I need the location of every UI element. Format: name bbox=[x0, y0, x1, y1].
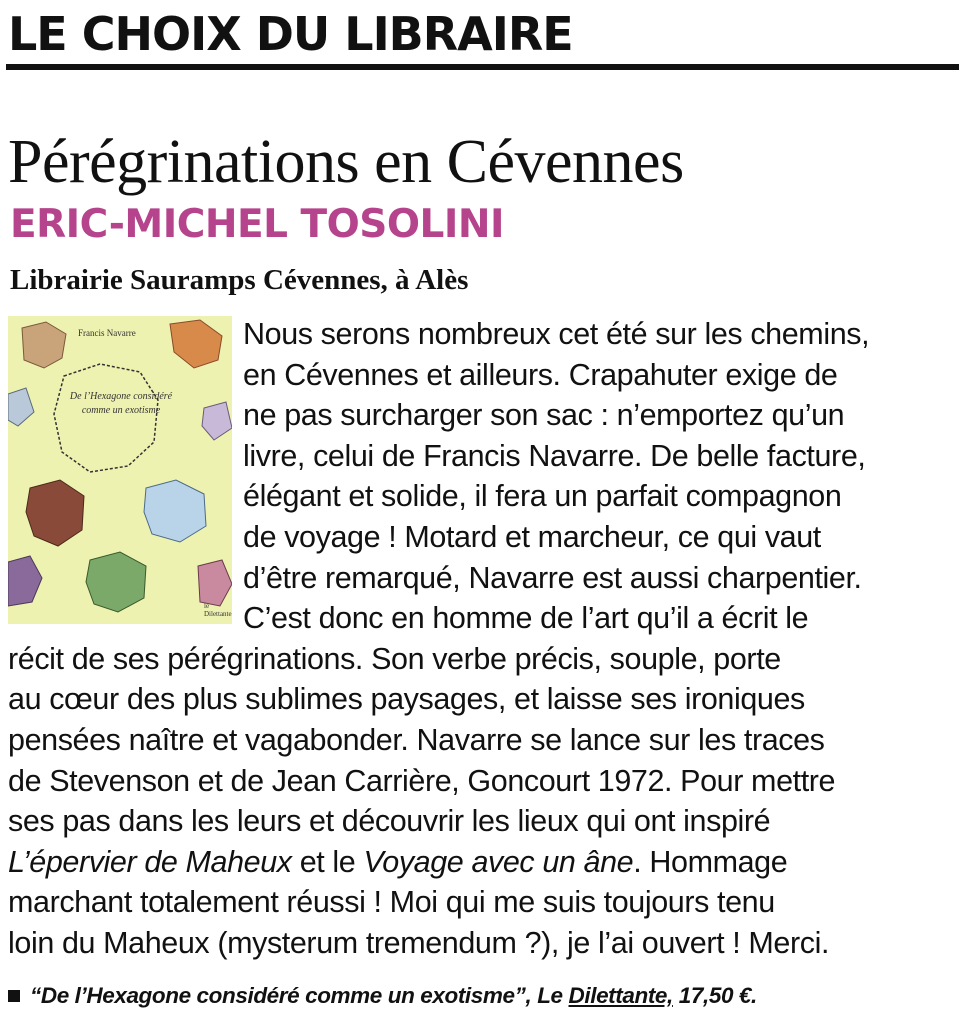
body-line: de voyage ! Motard et marcheur, ce qui vaut bbox=[243, 520, 821, 554]
article-author: ERIC-MICHEL TOSOLINI bbox=[10, 202, 505, 247]
body-line: Nous serons nombreux cet été sur les chemins, bbox=[243, 317, 870, 351]
body-line: loin du Maheux (mysterum tremendum ?), je l’ai ouvert ! Merci. bbox=[8, 926, 830, 960]
book-title-italic: L’épervier de Maheux bbox=[8, 844, 292, 879]
body-line: ses pas dans les leurs et découvrir les lieux qui ont inspiré bbox=[8, 804, 771, 839]
square-bullet-icon bbox=[8, 990, 20, 1002]
body-line: marchant totalement réussi ! Moi qui me suis toujours tenu bbox=[8, 885, 775, 920]
body-line: livre, celui de Francis Navarre. De belle facture, bbox=[243, 438, 866, 473]
reference-publisher-prefix: Le bbox=[537, 983, 563, 1008]
body-line: en Cévennes et ailleurs. Crapahuter exige de bbox=[243, 357, 838, 392]
body-line: L’épervier de Maheux et le Voyage avec un âne. Hommage bbox=[8, 844, 788, 879]
body-line: C’est donc en homme de l’art qu’il a écrit le bbox=[243, 601, 809, 636]
reference-publisher: Dilettante, bbox=[568, 983, 673, 1008]
body-line: pensées naître et vagabonder. Navarre se lance sur les traces bbox=[8, 723, 825, 757]
body-line: récit de ses pérégrinations. Son verbe précis, souple, porte bbox=[8, 641, 781, 676]
bookshop-name: Librairie Sauramps Cévennes, à Alès bbox=[10, 264, 469, 296]
cover-title: De l’Hexagone considéré comme un exotisme bbox=[69, 391, 173, 416]
body-line: d’être remarqué, Navarre est aussi charpentier. bbox=[243, 560, 862, 595]
reference-title: “De l’Hexagone considéré comme un exotisme”, bbox=[30, 983, 532, 1008]
reference-price: 17,50 €. bbox=[678, 983, 757, 1008]
header-rule bbox=[6, 64, 959, 70]
body-line: au cœur des plus sublimes paysages, et laisse ses ironiques bbox=[8, 682, 805, 717]
book-reference bbox=[8, 980, 757, 1012]
section-header: LE CHOIX DU LIBRAIRE bbox=[8, 7, 573, 61]
book-title-italic: Voyage avec un âne bbox=[363, 844, 634, 879]
book-cover-image bbox=[8, 316, 232, 624]
article-title: Pérégrinations en Cévennes bbox=[8, 128, 684, 196]
book-cover-maps bbox=[8, 316, 232, 624]
body-line: de Stevenson et de Jean Carrière, Goncourt 1972. Pour mettre bbox=[8, 763, 836, 798]
body-line: élégant et solide, il fera un parfait compagnon bbox=[243, 479, 842, 514]
body-line: ne pas surcharger son sac : n’emportez qu’un bbox=[243, 398, 845, 433]
cover-publisher: le Dilettante bbox=[204, 602, 232, 618]
cover-author: Francis Navarre bbox=[78, 328, 136, 338]
